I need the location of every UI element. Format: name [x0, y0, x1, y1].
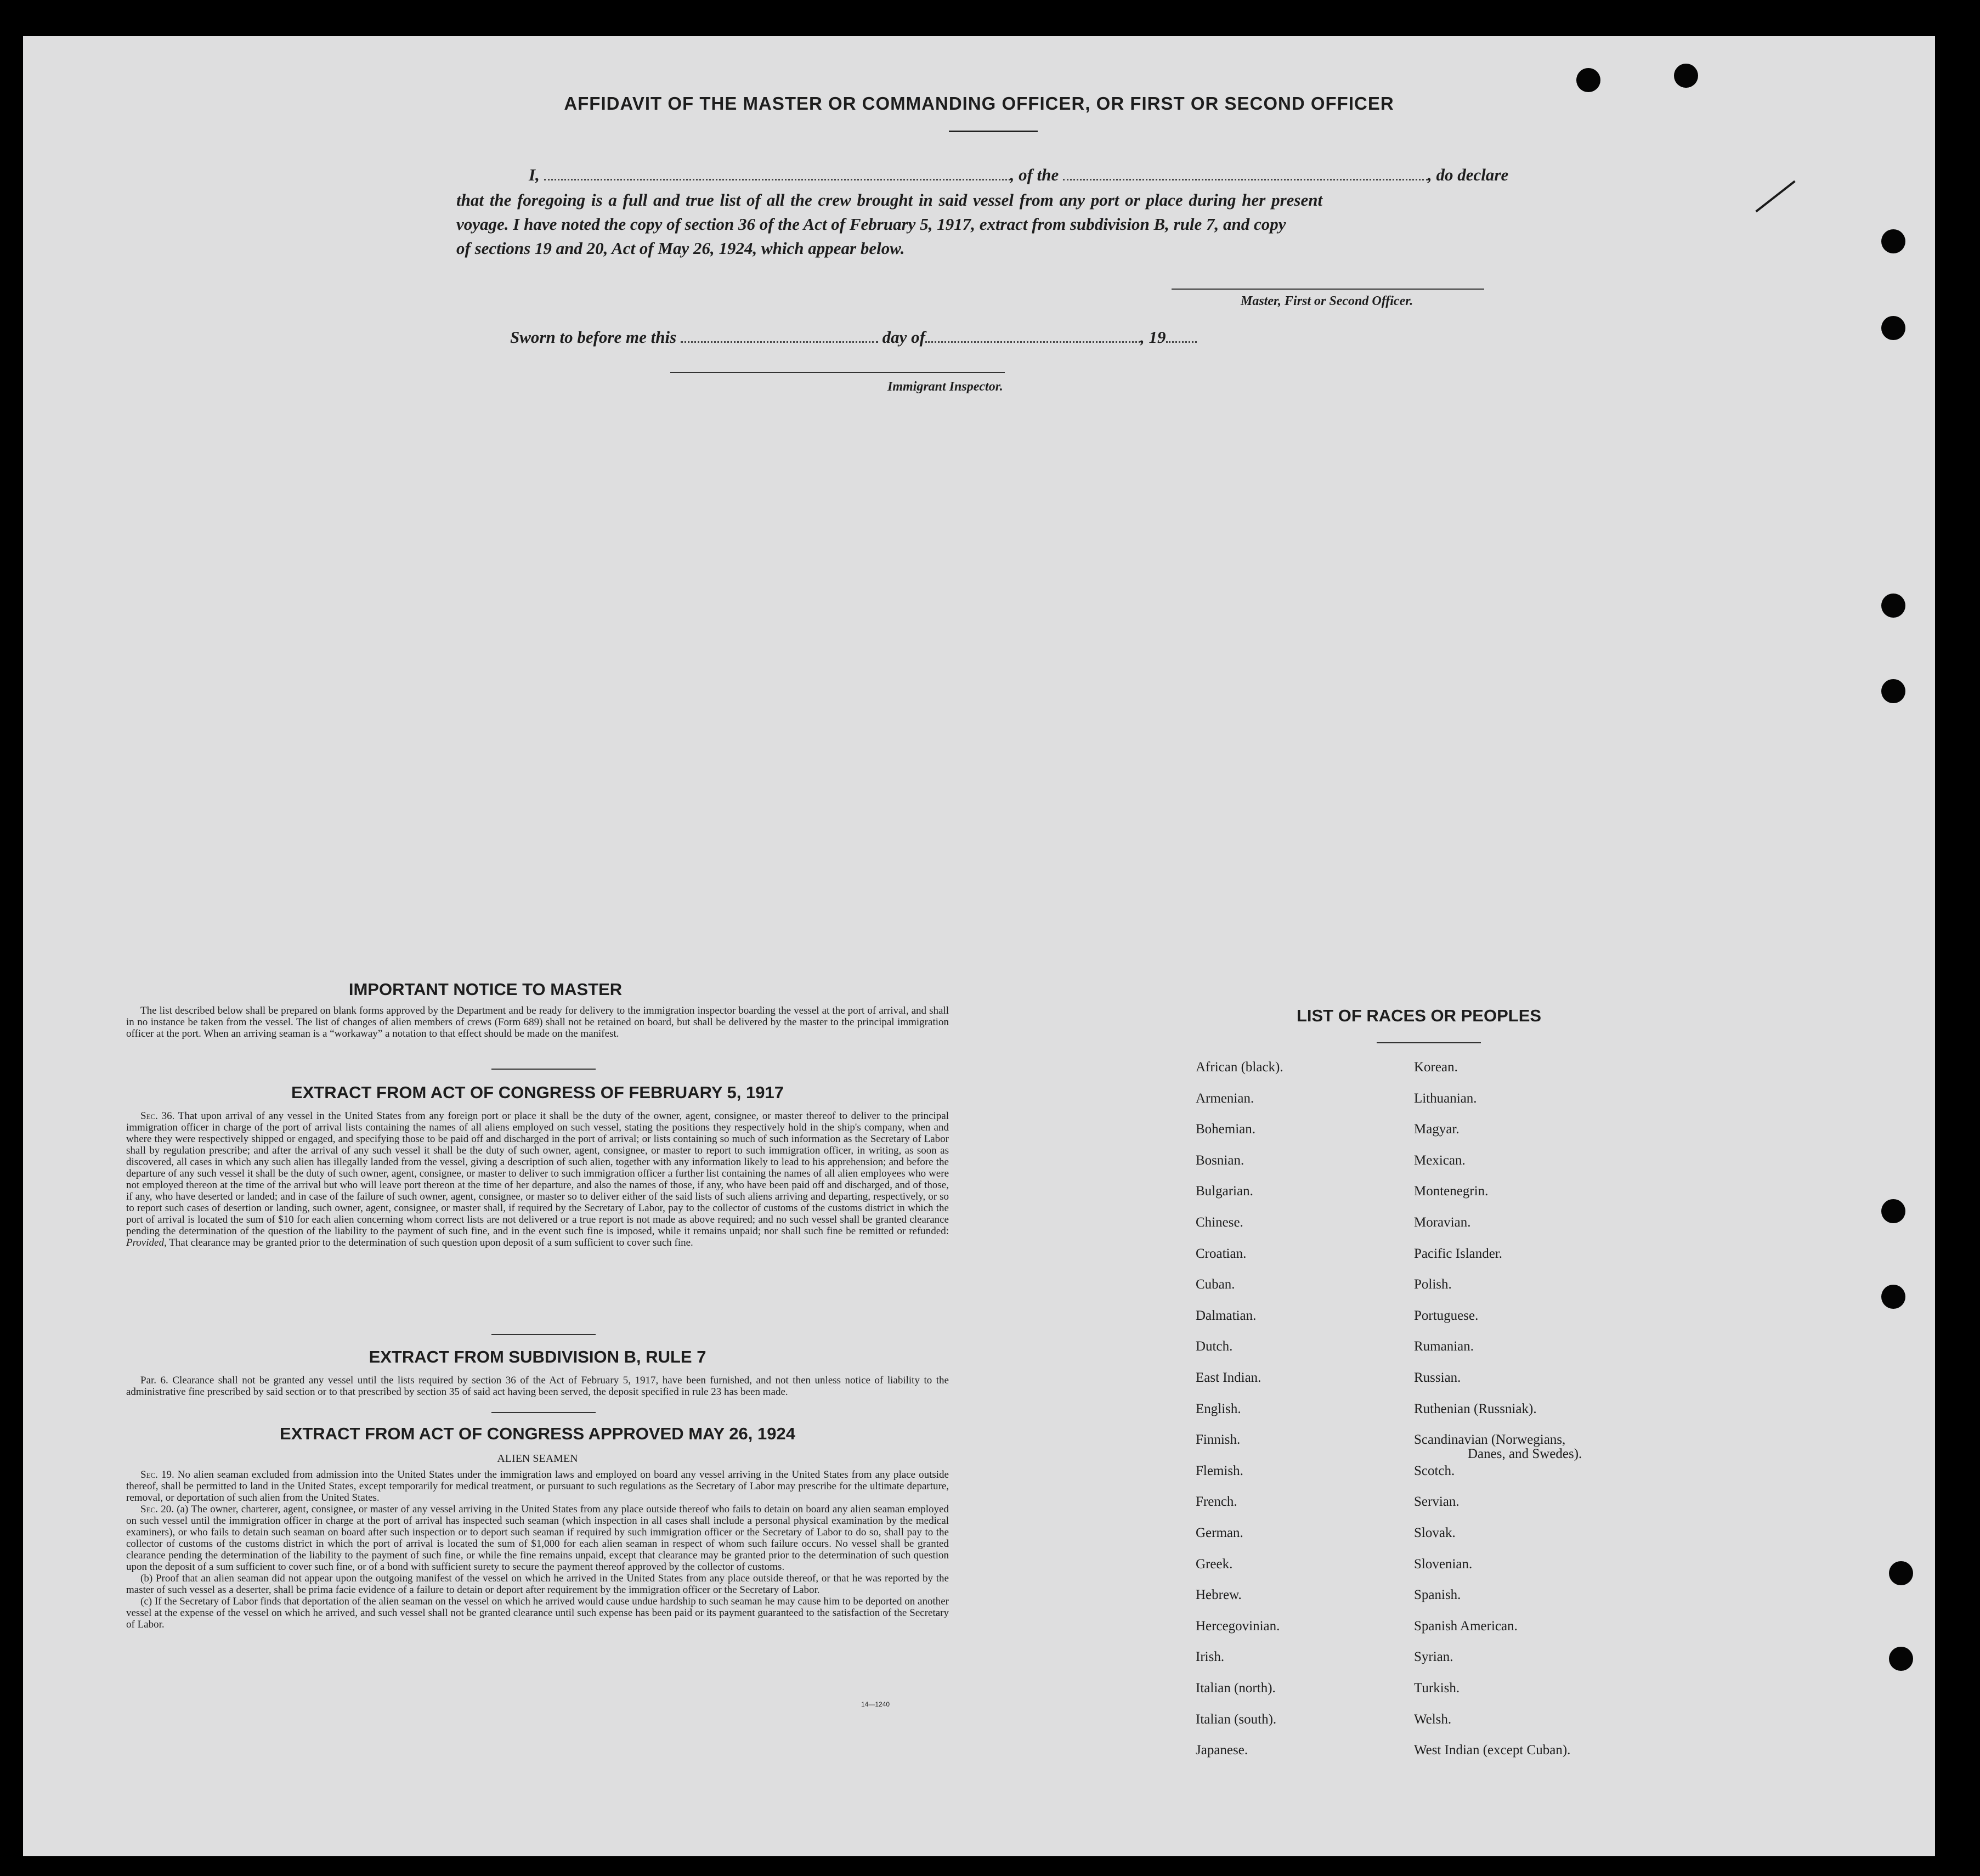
- document-page: [23, 36, 1935, 1856]
- sec-20-paragraph: [126, 1504, 949, 1573]
- divider: [491, 1069, 596, 1070]
- race-item: Pacific Islander.: [1414, 1246, 1503, 1261]
- race-item: Finnish.: [1196, 1432, 1241, 1448]
- race-item: Slovenian.: [1414, 1556, 1473, 1572]
- year-blank[interactable]: [1166, 329, 1197, 343]
- master-caption: Master, First or Second Officer.: [1241, 294, 1413, 308]
- race-item: African (black).: [1196, 1060, 1283, 1075]
- race-item: Slovak.: [1414, 1525, 1456, 1540]
- race-item: Bohemian.: [1196, 1122, 1256, 1137]
- race-item: Bosnian.: [1196, 1152, 1244, 1168]
- affidavit-line-1: [529, 162, 1508, 188]
- race-item: Magyar.: [1414, 1122, 1459, 1137]
- rule-7-text: [126, 1375, 949, 1398]
- race-item: Greek.: [1196, 1556, 1233, 1572]
- sec-36-paragraph: [126, 1110, 949, 1248]
- position-blank[interactable]: [1063, 167, 1428, 180]
- pen-mark: [1755, 180, 1795, 213]
- day-of-label: day of: [882, 327, 925, 347]
- race-item: Dalmatian.: [1196, 1308, 1257, 1323]
- punch-hole: [1881, 679, 1905, 703]
- form-number: 14—1240: [861, 1700, 890, 1708]
- divider: [491, 1334, 596, 1335]
- race-item: Moravian.: [1414, 1215, 1471, 1230]
- notice-paragraph: The list described below shall be prepared on blank forms approved by the Department and be ready for delivery to the immigration inspector boarding the vessel at the port of arrival, and shall in no instance be taken from the vessel. The list of changes of alien members of crews (Form 689) shall not be retained on board, but shall be delivered by the master to the principal immigration officer at the port. When an arriving seaman is a “workaway” a notation to that effect should be made on the manifest.: [126, 1005, 949, 1039]
- rule-7-title: EXTRACT FROM SUBDIVISION B, RULE 7: [369, 1347, 706, 1366]
- punch-hole: [1889, 1561, 1913, 1585]
- races-title-rule: [1377, 1042, 1481, 1043]
- race-item: Montenegrin.: [1414, 1184, 1489, 1199]
- affidavit-line-2: that the foregoing is a full and true list of all the crew brought in said vessel from any port or place during her present: [456, 190, 1323, 210]
- sec-20b-paragraph: (b) Proof that an alien seaman did not appear upon the outgoing manifest of the vessel on which he arrived in the United States from any place outside thereof, or that he was reported by the master of such vessel as a deserter, shall be prima facie evidence of a failure to detain or deport after requirement by the immigration officer or the Secretary of Labor.: [126, 1573, 949, 1596]
- race-item: Irish.: [1196, 1649, 1225, 1665]
- race-item: English.: [1196, 1401, 1241, 1416]
- sec-36-text-end: That clearance may be granted prior to the determination of such question upon deposit of a sum sufficient to cover such fine.: [169, 1237, 693, 1248]
- sworn-date-blank[interactable]: [681, 329, 878, 343]
- notice-text: [126, 1005, 949, 1039]
- notice-title: IMPORTANT NOTICE TO MASTER: [348, 980, 623, 999]
- race-item: Armenian.: [1196, 1090, 1254, 1106]
- race-item: Polish.: [1414, 1277, 1452, 1292]
- race-item: Mexican.: [1414, 1152, 1466, 1168]
- inspector-caption: Immigrant Inspector.: [887, 380, 1003, 394]
- punch-hole: [1576, 68, 1600, 92]
- punch-hole: [1881, 316, 1905, 340]
- sworn-label: Sworn to before me this: [510, 327, 677, 347]
- affidavit-of-the: , of the: [1010, 165, 1059, 184]
- affidavit-declare: , do declare: [1428, 165, 1509, 184]
- proviso: Provided,: [126, 1237, 167, 1248]
- master-signature-line[interactable]: [1172, 289, 1484, 290]
- race-item: Hercegovinian.: [1196, 1618, 1280, 1634]
- sec-19-label: Sec. 19.: [140, 1469, 174, 1481]
- punch-hole: [1889, 1647, 1913, 1671]
- race-item: Korean.: [1414, 1060, 1458, 1075]
- extract-1917-text: [126, 1110, 949, 1248]
- punch-hole: [1881, 1285, 1905, 1309]
- race-item: Danes, and Swedes).: [1468, 1446, 1582, 1462]
- punch-hole: [1881, 1199, 1905, 1223]
- affidavit-title: AFFIDAVIT OF THE MASTER OR COMMANDING OFFICER, OR FIRST OR SECOND OFFICER: [564, 93, 1394, 114]
- par-6-paragraph: Par. 6. Clearance shall not be granted any vessel until the lists required by section 36 of the Act of February 5, 1917, have been furnished, and not then unless notice of liability to the administrative fine prescribed by said section or to that prescribed by section 35 of said act having been served, the deposit specified in rule 23 has been made.: [126, 1375, 949, 1398]
- race-item: Hebrew.: [1196, 1587, 1242, 1603]
- punch-hole: [1881, 594, 1905, 618]
- month-blank[interactable]: [925, 329, 1140, 343]
- race-item: East Indian.: [1196, 1370, 1261, 1385]
- alien-seamen-subtitle: ALIEN SEAMEN: [497, 1453, 578, 1465]
- sec-20a-text: (a) The owner, charterer, agent, consignee, or master of any vessel arriving in the United States from any place outside thereof who fails to detain on board any alien seaman employed on such vessel until the immigration officer in charge at the port of arrival has inspected such seaman (which inspection in all cases shall include a personal physical examination by the medical examiners), or who fails to detain such seaman on board after such inspection or to deport such seaman if required by such immigration officer or the Secretary of Labor to do so, shall pay to the collector of customs of the customs district in which the port of arrival is located the sum of $1,000 for each alien seaman in respect of whom such failure occurs. No vessel shall be granted clearance pending the determination of the liability to the payment of such fine, or while the fine remains unpaid, except that clearance may be granted prior to the determination of such question upon the deposit of a sum sufficient to cover such fine, or of a bond with sufficient surety to secure the payment thereof approved by the collector of customs.: [126, 1504, 949, 1573]
- inspector-signature-line[interactable]: [670, 372, 1005, 373]
- race-item: Dutch.: [1196, 1339, 1233, 1354]
- race-item: Rumanian.: [1414, 1339, 1474, 1354]
- race-item: Flemish.: [1196, 1463, 1243, 1478]
- race-item: Portuguese.: [1414, 1308, 1479, 1323]
- race-item: Russian.: [1414, 1370, 1461, 1385]
- race-item: Bulgarian.: [1196, 1184, 1253, 1199]
- affidavit-line-3: voyage. I have noted the copy of section 36 of the Act of February 5, 1917, extract from subdivision B, rule 7, and copy: [456, 214, 1286, 234]
- race-item: Syrian.: [1414, 1649, 1453, 1665]
- races-title: LIST OF RACES OR PEOPLES: [1296, 1006, 1542, 1025]
- race-item: Spanish American.: [1414, 1618, 1518, 1634]
- sec-20-label: Sec. 20.: [140, 1504, 174, 1515]
- race-item: Servian.: [1414, 1494, 1459, 1510]
- race-item: Lithuanian.: [1414, 1090, 1477, 1106]
- race-item: Chinese.: [1196, 1215, 1243, 1230]
- race-item: Turkish.: [1414, 1681, 1460, 1696]
- sec-19-paragraph: [126, 1469, 949, 1504]
- race-item: Italian (north).: [1196, 1681, 1276, 1696]
- sec-36-text: That upon arrival of any vessel in the United States from any foreign port or place it shall be the duty of the owner, agent, consignee, or master thereof to deliver to the principal immigration officer in charge of the port of arrival lists containing the names of all aliens employed on such vessel, stating the positions they respectively hold in the ship's company, when and where they were respectively shipped or engaged, and specifying those to be paid off and discharged in the port of arrival; or lists containing so much of such information as the Secretary of Labor shall by regulation prescribe; and after the arrival of any such vessel it shall be the duty of such owner, agent, consignee, or master to report to such immigration officer, in writing, as soon as discovered, all cases in which any such alien has illegally landed from the vessel, giving a description of such alien, together with any information likely to lead to his apprehension; and before the departure of any such vessel it shall be the duty of such owner, agent, consignee, or master to deliver to such immigration officer a further list containing the names of all alien employees who were not employed thereon at the time of the arrival but who will leave port thereon at the time of her departure, and also the names of those, if any, who have been paid off and discharged, and of those, if any, who have deserted or landed; and in case of the failure of such owner, agent, consignee, or master so to deliver either of the said lists of such aliens arriving and departing, respectively, or so to report such cases of desertion or landing, such owner, agent, consignee, or master shall, if required by the Secretary of Labor, pay to the collector of customs of the customs district in which the port of arrival is located the sum of $10 for each alien concerning whom correct lists are not delivered or a true report is not made as above required; and no such vessel shall be granted clearance pending the determination of the question of the liability to the payment of such fine, and in the event such fine is imposed, while it remains unpaid; nor shall such fine be remitted or refunded:: [126, 1110, 949, 1237]
- sec-36-label: Sec. 36.: [140, 1110, 175, 1122]
- race-item: West Indian (except Cuban).: [1414, 1743, 1571, 1758]
- sec-19-text: No alien seaman excluded from admission into the United States under the immigration laws and employed on board any vessel arriving in the United States from any place outside thereof, shall be permitted to land in the United States, except temporarily for medical treatment, or pursuant to such regulations as the Secretary of Labor may prescribe for the ultimate departure, removal, or deportation of such alien from the United States.: [126, 1469, 949, 1504]
- race-item: Cuban.: [1196, 1277, 1235, 1292]
- race-item: Italian (south).: [1196, 1711, 1277, 1727]
- race-item: Scotch.: [1414, 1463, 1455, 1478]
- divider: [491, 1412, 596, 1413]
- extract-1917-title: EXTRACT FROM ACT OF CONGRESS OF FEBRUARY 5, 1917: [291, 1083, 784, 1102]
- race-item: Japanese.: [1196, 1743, 1248, 1758]
- race-item: Welsh.: [1414, 1711, 1452, 1727]
- race-item: Croatian.: [1196, 1246, 1247, 1261]
- race-item: Scandinavian (Norwegians,: [1414, 1432, 1566, 1448]
- race-item: French.: [1196, 1494, 1237, 1510]
- race-item: Ruthenian (Russniak).: [1414, 1401, 1537, 1416]
- name-blank[interactable]: [544, 167, 1010, 180]
- title-rule: [949, 131, 1038, 132]
- punch-hole: [1881, 229, 1905, 253]
- affidavit-i: I,: [529, 165, 540, 184]
- sworn-line: [510, 325, 1197, 350]
- extract-1924-text: [126, 1469, 949, 1630]
- affidavit-line-4: of sections 19 and 20, Act of May 26, 1924, which appear below.: [456, 239, 905, 258]
- extract-1924-title: EXTRACT FROM ACT OF CONGRESS APPROVED MAY 26, 1924: [280, 1424, 795, 1443]
- race-item: German.: [1196, 1525, 1243, 1540]
- sec-20c-paragraph: (c) If the Secretary of Labor finds that deportation of the alien seaman on the vessel on which he arrived would cause undue hardship to such seaman he may cause him to be deported on another vessel at the expense of the vessel on which he arrived, and such vessel shall not be granted clearance until such expense has been paid or its payment guaranteed to the satisfaction of the Secretary of Labor.: [126, 1596, 949, 1630]
- race-item: Spanish.: [1414, 1587, 1461, 1603]
- punch-hole: [1674, 64, 1698, 88]
- year-label: , 19: [1140, 327, 1166, 347]
